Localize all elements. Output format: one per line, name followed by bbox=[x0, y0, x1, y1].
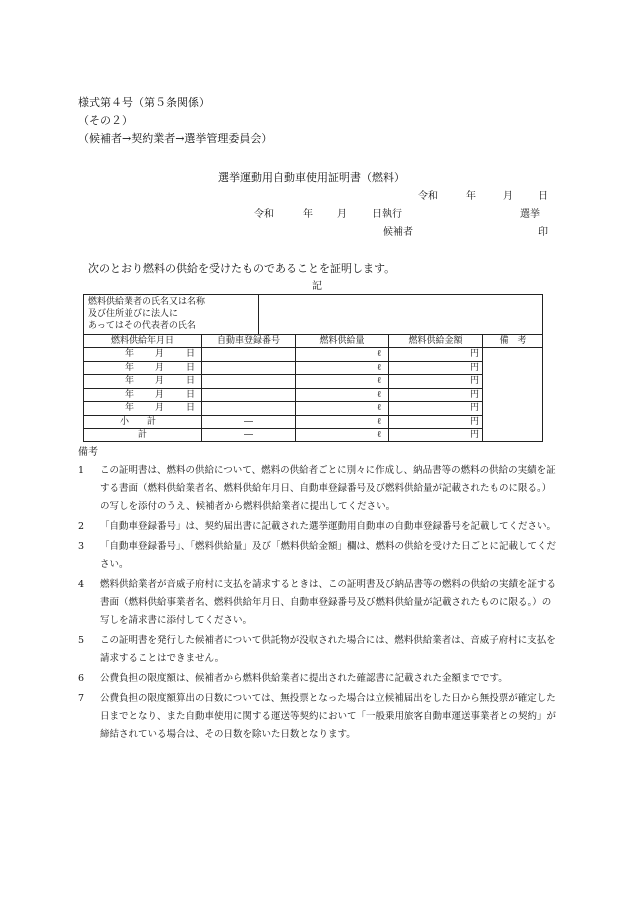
table-row-5-month: 月 bbox=[155, 403, 165, 413]
candidate-label: 候補者 bbox=[383, 227, 413, 238]
header-supply-date: 燃料供給年月日 bbox=[110, 336, 174, 346]
note-item bbox=[78, 632, 556, 668]
election-month: 月 bbox=[337, 209, 347, 220]
note-item bbox=[78, 462, 556, 516]
note-number: 6 bbox=[78, 673, 85, 684]
supplier-label-line3: あってはその代表者の氏名 bbox=[88, 321, 196, 331]
total-label: 計 bbox=[138, 430, 148, 440]
note-text: この証明書を発行した候補者について供託物が没収された場合には、燃料供給業者は、音威子府村に支払を請求することはできません。 bbox=[100, 635, 556, 664]
table-row-2-year: 年 bbox=[125, 363, 135, 373]
date-day: 日 bbox=[538, 191, 548, 202]
subtotal-yen-unit: 円 bbox=[470, 417, 480, 427]
table-row-3-month: 月 bbox=[155, 376, 165, 386]
form-part: （その２） bbox=[78, 114, 133, 127]
table-row-1-year: 年 bbox=[125, 349, 135, 359]
table-row-2-volume-unit: ℓ bbox=[377, 363, 382, 373]
table-row-4-volume-unit: ℓ bbox=[377, 390, 382, 400]
note-text: この証明書は、燃料の供給について、燃料の供給者ごとに別々に作成し、納品書等の燃料の供給の実績を証する書面（燃料供給業者名、燃料供給年月日、自動車登録番号及び燃料供給量が記載されたものに限る。）の写しを添付のうえ、候補者から燃料供給業者に提出してください。 bbox=[100, 465, 556, 512]
table-row-4-day: 日 bbox=[186, 390, 196, 400]
document-title: 選挙運動用自動車使用証明書（燃料） bbox=[218, 171, 405, 184]
date-month: 月 bbox=[503, 191, 513, 202]
table-row-2-month: 月 bbox=[155, 363, 165, 373]
note-text: 燃料供給業者が音威子府村に支払を請求するときは、この証明書及び納品書等の燃料の供給の実績を証する書面（燃料供給事業者名、燃料供給年月日、自動車登録番号及び燃料供給量が記載されたものに限る。）の写しを請求書に添付してください。 bbox=[100, 579, 557, 626]
table-row-3-volume-unit: ℓ bbox=[377, 376, 382, 386]
note-number: 3 bbox=[78, 541, 85, 552]
note-number: 5 bbox=[78, 635, 85, 646]
table-row-5-yen-unit: 円 bbox=[470, 403, 480, 413]
note-item bbox=[78, 670, 556, 688]
header-supply-amount: 燃料供給金額 bbox=[408, 336, 463, 346]
table-row-4-year: 年 bbox=[125, 390, 135, 400]
table-row-3-year: 年 bbox=[125, 376, 135, 386]
table-row-3-yen-unit: 円 bbox=[470, 376, 480, 386]
date-era: 令和 bbox=[418, 191, 438, 202]
election-year: 年 bbox=[303, 209, 313, 220]
table-row-1-volume-unit: ℓ bbox=[377, 349, 382, 359]
total-yen-unit: 円 bbox=[470, 430, 480, 440]
note-number: 1 bbox=[78, 465, 85, 476]
form-number: 様式第４号（第５条関係） bbox=[78, 96, 210, 109]
table-row-2-yen-unit: 円 bbox=[470, 363, 480, 373]
election-era: 令和 bbox=[254, 209, 274, 220]
total-dash: ― bbox=[244, 430, 253, 440]
table-row-1-yen-unit: 円 bbox=[470, 349, 480, 359]
record-label: 記 bbox=[312, 281, 322, 292]
notes-list bbox=[78, 462, 556, 746]
table-row-4-month: 月 bbox=[155, 390, 165, 400]
table-row-4-yen-unit: 円 bbox=[470, 390, 480, 400]
header-remarks: 備 考 bbox=[499, 336, 527, 346]
note-item bbox=[78, 576, 556, 630]
subtotal-label: 小 計 bbox=[120, 417, 157, 427]
note-number: 7 bbox=[78, 693, 85, 704]
table-row-1-day: 日 bbox=[186, 349, 196, 359]
header-registration-number: 自動車登録番号 bbox=[216, 336, 280, 346]
form-flow: （候補者→契約業者→選挙管理委員会） bbox=[78, 132, 273, 145]
note-text: 「自動車登録番号」、「燃料供給量」及び「燃料供給金額」欄は、燃料の供給を受けた日ごとに記載してください。 bbox=[100, 541, 557, 570]
table-row-2-day: 日 bbox=[186, 363, 196, 373]
election-label: 選挙 bbox=[520, 209, 540, 220]
table-row-1-month: 月 bbox=[155, 349, 165, 359]
seal-label: 印 bbox=[538, 227, 548, 238]
supplier-label-line2: 及び住所並びに法人に bbox=[88, 309, 179, 319]
note-item bbox=[78, 538, 556, 574]
note-number: 4 bbox=[78, 579, 85, 590]
election-day-exec: 日執行 bbox=[372, 209, 402, 220]
supplier-label-line1: 燃料供給業者の氏名又は名称 bbox=[88, 297, 206, 307]
note-item bbox=[78, 690, 556, 744]
total-volume-unit: ℓ bbox=[377, 430, 382, 440]
table-row-3-day: 日 bbox=[186, 376, 196, 386]
table-row-5-year: 年 bbox=[125, 403, 135, 413]
note-item bbox=[78, 518, 556, 536]
subtotal-volume-unit: ℓ bbox=[377, 417, 382, 427]
table-row-5-day: 日 bbox=[186, 403, 196, 413]
subtotal-dash: ― bbox=[244, 417, 253, 427]
notes-title: 備考 bbox=[78, 447, 98, 458]
note-text: 「自動車登録番号」は、契約届出書に記載された選挙運動用自動車の自動車登録番号を記載してください。 bbox=[100, 521, 557, 532]
header-supply-volume: 燃料供給量 bbox=[319, 336, 365, 346]
date-year: 年 bbox=[466, 191, 476, 202]
certification-statement: 次のとおり燃料の供給を受けたものであることを証明します。 bbox=[88, 262, 396, 275]
table-row-5-volume-unit: ℓ bbox=[377, 403, 382, 413]
note-number: 2 bbox=[78, 521, 85, 532]
note-text: 公費負担の限度額は、候補者から燃料供給業者に提出された確認書に記載された金額までです。 bbox=[100, 673, 508, 684]
note-text: 公費負担の限度額算出の日数については、無投票となった場合は立候補届出をした日から無投票が確定した日までとなり、また自動車使用に関する運送等契約において「一般乗用旅客自動車運送事業者との契約」が締結されている場合は、その日数を除いた日数となります。 bbox=[100, 693, 557, 740]
